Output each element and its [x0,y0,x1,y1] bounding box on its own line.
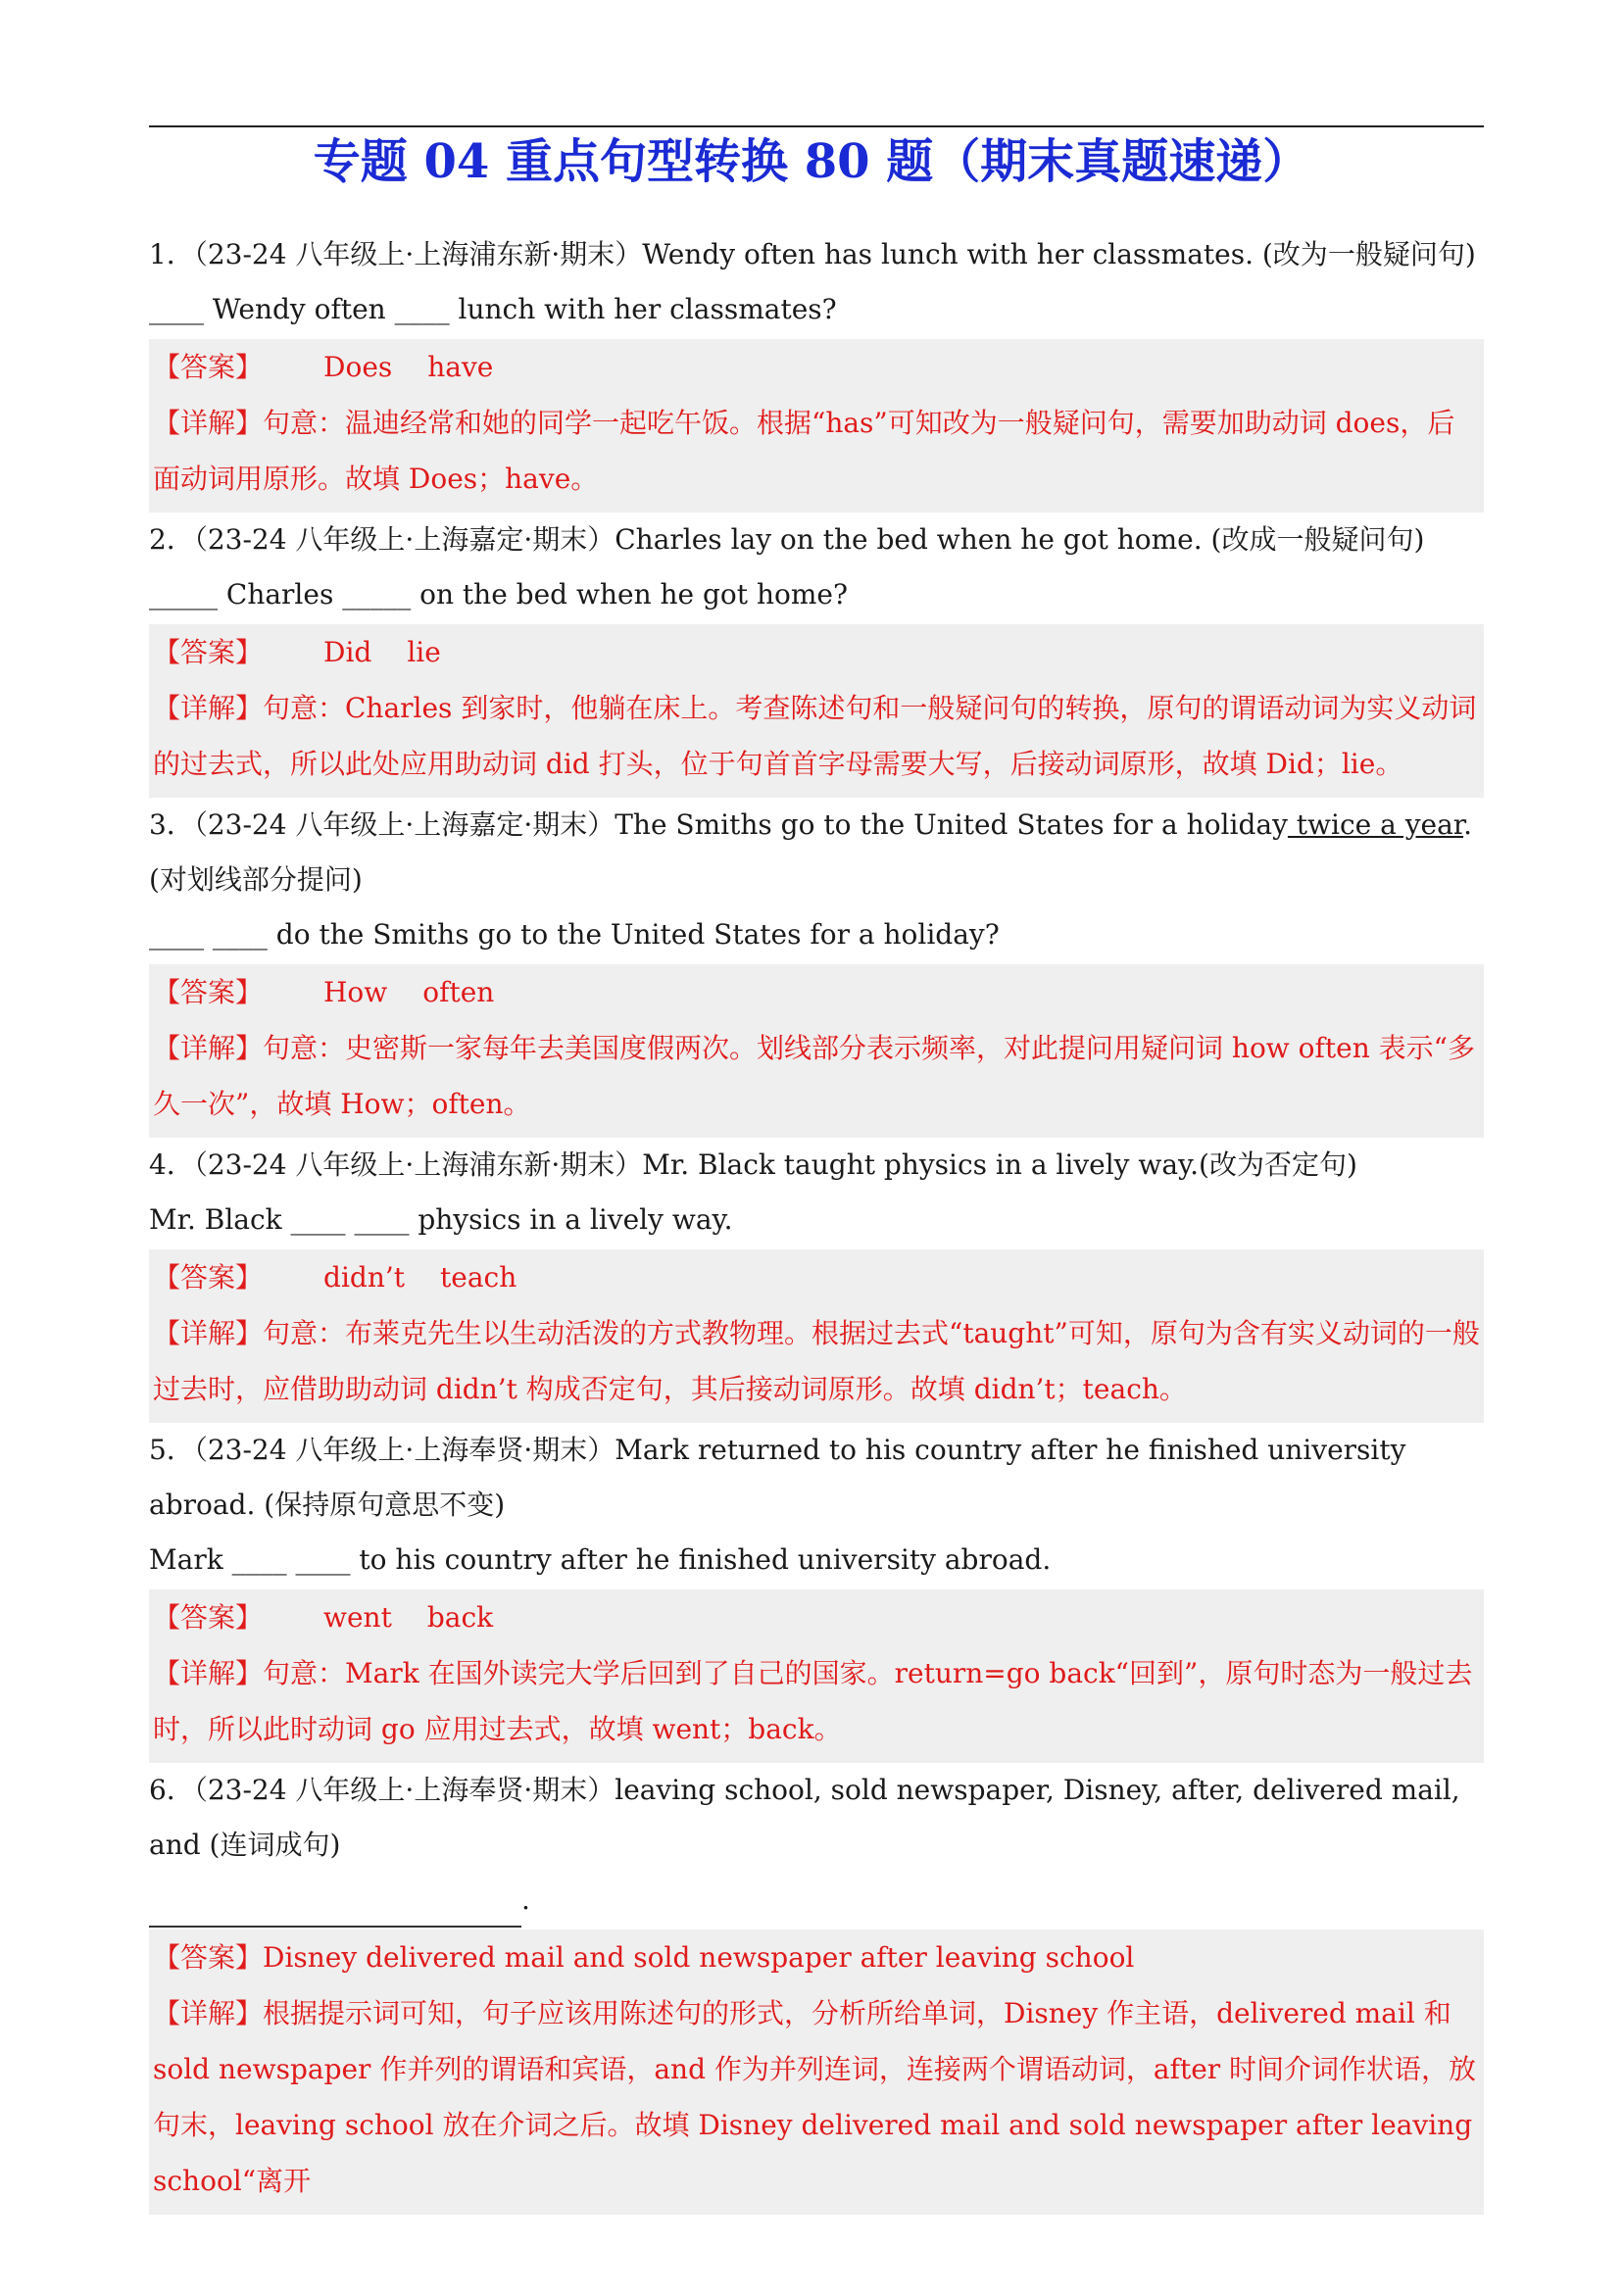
answer-detail: 【详解】句意：布莱克先生以生动活泼的方式教物理。根据过去式“taught”可知，原句为含有实义动词的一般过去时，应借助助动词 didn’t 构成否定句，其后接动词原形。故填 didn’t；teach。 [153,1317,1480,1405]
question-prompt: Mark ____ ____ to his country after he finished university abroad. [149,1543,1052,1576]
question-text-start: 3．（23-24 八年级上·上海嘉定·期末）The Smiths go to the United States for a holiday [149,808,1288,841]
answer-box [149,624,1484,798]
answer-value: didn’t [323,1261,406,1294]
answer-box [149,1930,1484,2215]
content [149,227,1484,2215]
question-3 [149,798,1484,1138]
answer-label: 【答案】 [153,351,264,383]
answer-line [153,339,1480,395]
question-1 [149,227,1484,513]
answer-line [153,964,1480,1020]
answer-line [153,1249,1480,1305]
question-text [149,798,1484,907]
answer-box [149,964,1484,1138]
answer-value: Did [323,636,372,668]
answer-value: often [422,976,495,1008]
question-prompt: _____ Charles _____ on the bed when he got home? [149,578,848,611]
answer-line: 【答案】Disney delivered mail and sold newspaper after leaving school [153,1941,1135,1974]
answer-label: 【答案】 [153,636,264,668]
question-text: 4．（23-24 八年级上·上海浦东新·期末）Mr. Black taught physics in a lively way.(改为否定句) [149,1148,1357,1181]
blank-period: . [521,1883,530,1916]
page-title: 专题 04 重点句型转换 80 题（期末真题速递） [313,134,1310,189]
answer-box [149,1589,1484,1763]
answer-detail: 【详解】句意：史密斯一家每年去美国度假两次。划线部分表示频率，对此提问用疑问词 how often 表示“多久一次”，故填 How；often。 [153,1032,1475,1120]
question-text: 6．（23-24 八年级上·上海奉贤·期末）leaving school, sold newspaper, Disney, after, delivered mail, and (连词成句) [149,1774,1460,1861]
answer-blank-line [149,1873,1484,1928]
answer-detail: 【详解】句意：温迪经常和她的同学一起吃午饭。根据“has”可知改为一般疑问句，需要加助动词 does，后面动词用原形。故填 Does；have。 [153,407,1455,495]
question-2 [149,513,1484,798]
question-text: 1．（23-24 八年级上·上海浦东新·期末）Wendy often has lunch with her classmates. (改为一般疑问句) [149,238,1476,270]
answer-label: 【答案】 [153,1601,264,1634]
answer-value: back [426,1601,494,1634]
answer-line [153,624,1480,680]
answer-line [153,1589,1480,1645]
question-prompt: Mr. Black ____ ____ physics in a lively way. [149,1203,733,1236]
answer-label: 【答案】 [153,976,264,1008]
answer-value: Does [323,351,393,383]
answer-value: lie [407,636,441,668]
underlined-phrase: twice a year [1287,808,1464,841]
answer-box [149,339,1484,513]
question-prompt: ____ Wendy often ____ lunch with her classmates? [149,293,837,325]
question-text: 2．（23-24 八年级上·上海嘉定·期末）Charles lay on the bed when he got home. (改成一般疑问句) [149,523,1425,556]
blank-line [149,1896,521,1928]
answer-value: have [427,351,494,383]
answer-value: teach [440,1261,517,1294]
question-text: 5．（23-24 八年级上·上海奉贤·期末）Mark returned to his country after he finished university abroad. (保持原句意思不变) [149,1434,1406,1521]
question-6 [149,1763,1484,2215]
answer-detail: 【详解】根据提示词可知，句子应该用陈述句的形式，分析所给单词，Disney 作主语，delivered mail 和 sold newspaper 作并列的谓语和宾语，and 作为并列连词，连接两个谓语动词，after 时间介词作状语，放句末，leaving school 放在介词之后。故填 Disney delivered mail and sold newspaper after leaving school“离开 [153,1997,1477,2197]
question-prompt: ____ ____ do the Smiths go to the United States for a holiday? [149,918,1000,951]
answer-detail: 【详解】句意：Charles 到家时，他躺在床上。考查陈述句和一般疑问句的转换，原句的谓语动词为实义动词的过去式，所以此处应用助动词 did 打头，位于句首首字母需要大写，后接动词原形，故填 Did；lie。 [153,692,1477,780]
question-4 [149,1138,1484,1423]
answer-detail: 【详解】句意：Mark 在国外读完大学后回到了自己的国家。return=go back“回到”，原句时态为一般过去时，所以此时动词 go 应用过去式，故填 went；back。 [153,1657,1473,1745]
answer-value: went [323,1601,392,1634]
answer-value: How [323,976,388,1008]
answer-label: 【答案】 [153,1261,264,1294]
question-text-end: . (对划线部分提问) [149,808,1473,896]
answer-box [149,1249,1484,1423]
question-5 [149,1423,1484,1763]
